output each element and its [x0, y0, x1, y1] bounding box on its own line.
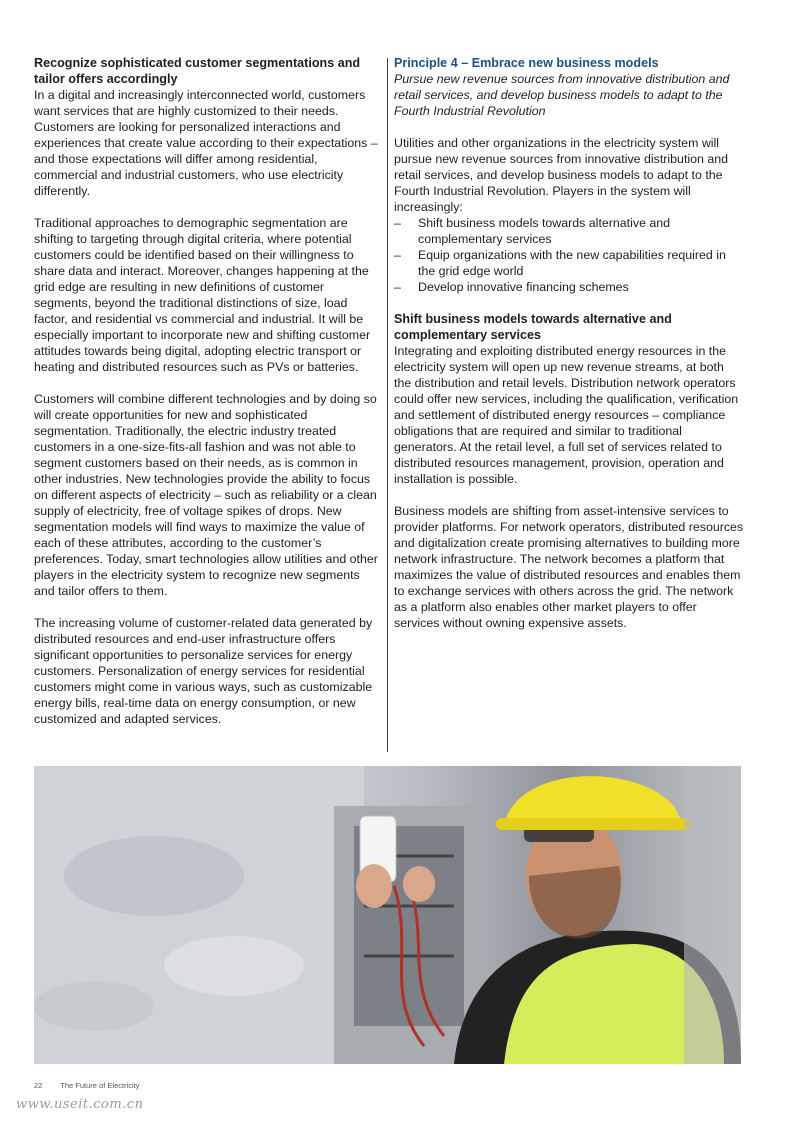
dash-marker: – — [394, 216, 401, 230]
electrician-photo — [34, 766, 741, 1064]
principle-title: Principle 4 – Embrace new business models — [394, 56, 659, 70]
right-paragraph-1: Integrating and exploiting distributed energy resources in the electricity system will open up new revenue streams, at both the distribution and retail levels. Distribution network operators could offer new services, including the qualification, verification and settlement of distributed energy resources – compliance obligations that are required and similar to traditional generators. At the retail level, a full set of services related to distributed resources management, provision, operation and installation is possible. — [394, 344, 739, 486]
right-column — [394, 55, 744, 647]
list-item-text: Equip organizations with the new capabilities required in the grid edge world — [418, 248, 726, 278]
left-paragraph-4: The increasing volume of customer-related data generated by distributed resources and end-user infrastructure offers significant opportunities to personalize services for energy customers. Personalization of energy services for residential customers might come in various ways, such as customizable energy bills, real-time data on energy consumption, or new customized and adapted services. — [34, 616, 373, 726]
principle-bullet-list — [394, 215, 744, 295]
principle-subtitle: Pursue new revenue sources from innovative distribution and retail services, and develop business models to adapt to the Fourth Industrial Revolution — [394, 72, 730, 118]
right-paragraph-2: Business models are shifting from asset-intensive services to provider platforms. For network operators, distributed resources and digitalization create promising alternatives to building more network infrastructure. The network becomes a platform that maximizes the value of distributed resources and enables them to exchange services with others across the grid. The network as a platform also enables other market players to offer services without owning expensive assets. — [394, 504, 744, 630]
page-footer — [34, 1081, 140, 1090]
dash-marker: – — [394, 248, 401, 262]
column-divider — [387, 58, 388, 752]
list-item — [394, 247, 744, 279]
left-paragraph-2: Traditional approaches to demographic segmentation are shifting to targeting through digital criteria, where potential customers could be identified based on their willingness to share data and interact. Moreover, changes happening at the grid edge are resulting in new definitions of customer segments, beyond the traditional distinctions of size, load factor, and residential vs commercial and industrial. It will be especially important to incorporate new and shifting customer attitudes towards being digital, adopting electric transport or heating and distributed resources such as PVs or batteries. — [34, 216, 371, 374]
list-item-text: Develop innovative financing schemes — [418, 280, 629, 294]
left-heading: Recognize sophisticated customer segmentations and tailor offers accordingly — [34, 56, 361, 86]
dash-marker: – — [394, 280, 401, 294]
electrician-illustration — [34, 766, 741, 1064]
watermark: www.useit.com.cn — [16, 1097, 144, 1112]
principle-intro: Utilities and other organizations in the electricity system will pursue new revenue sources from innovative distribution and retail services, and develop business models to adapt to the Fourth Industrial Revolution. Players in the system will increasingly: — [394, 136, 729, 214]
list-item-text: Shift business models towards alternative and complementary services — [418, 216, 671, 246]
list-item — [394, 215, 744, 247]
left-paragraph-3: Customers will combine different technologies and by doing so will create opportunities for new and sophisticated segmentation. Traditionally, the electric industry treated customers in a one-size-fits-all fashion and was not able to segment customers based on their needs, as is common in other industries. New technologies provide the ability to focus on different aspects of electricity – such as reliability or a clean supply of electricity, free of voltage spikes of drops. New segmentation models will find ways to maximize the value of each of these attributes, according to the customer’s preferences. Today, smart technologies allow utilities and other players in the electricity system to recognize new segments and tailor offers to them. — [34, 392, 378, 598]
left-column — [34, 55, 380, 743]
section-heading: Shift business models towards alternative and complementary services — [394, 312, 672, 342]
publication-title: The Future of Electricity — [60, 1081, 140, 1090]
page-number: 22 — [34, 1081, 43, 1090]
list-item — [394, 279, 744, 295]
left-paragraph-1: In a digital and increasingly interconnected world, customers want services that are highly customized to their needs. Customers are looking for personalized interactions and experiences that create value according to their expectations – and those expectations will differ among residential, commercial and industrial customers, who use electricity differently. — [34, 88, 378, 198]
